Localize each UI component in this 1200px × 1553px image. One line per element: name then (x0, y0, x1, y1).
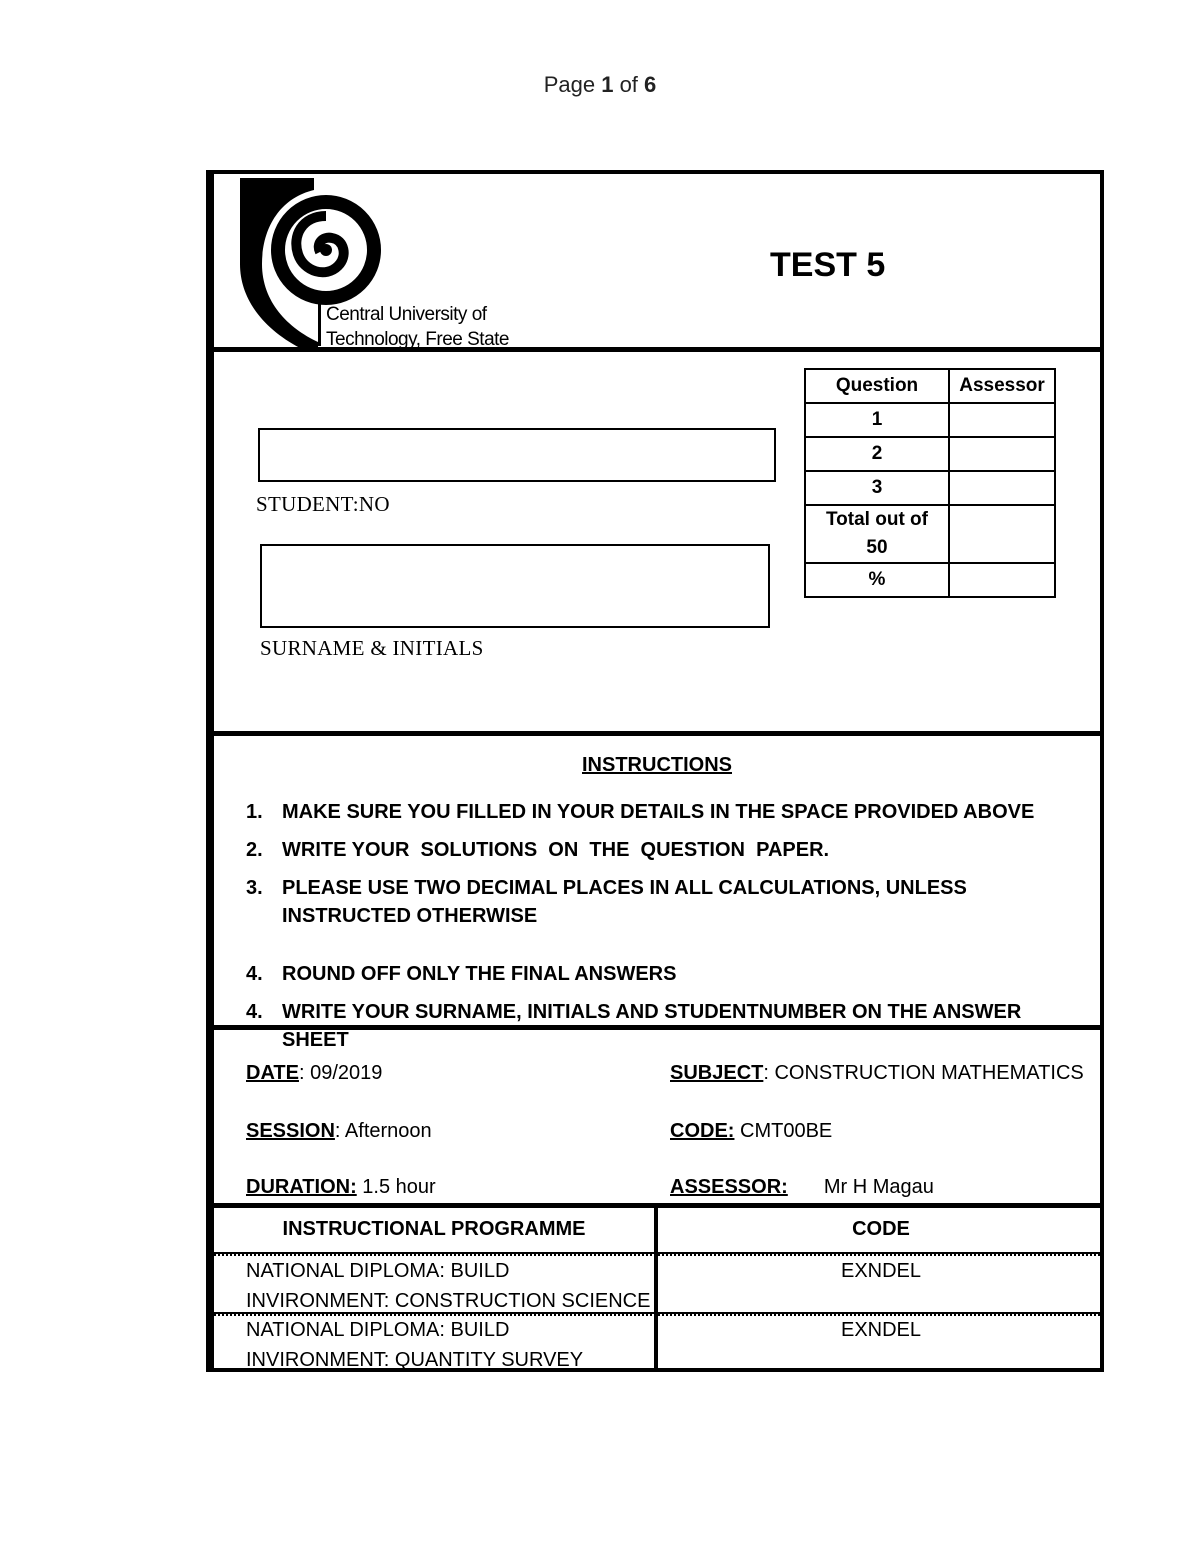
subject-key: SUBJECT (670, 1062, 764, 1084)
score-table (804, 368, 1056, 598)
total-label-line1: Total out of (825, 509, 928, 530)
programme-header: INSTRUCTIONAL PROGRAMME (282, 1218, 586, 1240)
page-number-header (0, 72, 1200, 98)
instruction-number: 2. (246, 839, 263, 861)
instruction-item (246, 960, 1086, 988)
subject-value: : CONSTRUCTION MATHEMATICS (763, 1062, 1084, 1084)
programme-name-line2: INVIRONMENT: CONSTRUCTION SCIENCE (246, 1290, 651, 1312)
duration-key: DURATION: (246, 1176, 357, 1198)
code-value: CMT00BE (734, 1120, 833, 1142)
session-key: SESSION (246, 1120, 335, 1142)
programme-name-line2: INVIRONMENT: QUANTITY SURVEY (246, 1349, 584, 1371)
code-info (670, 1120, 832, 1143)
programme-code: EXNDEL (840, 1260, 922, 1282)
instruction-number: 1. (246, 801, 263, 823)
duration-value: 1.5 hour (356, 1176, 436, 1198)
instruction-text: WRITE YOUR SOLUTIONS ON THE QUESTION PAPER. (282, 839, 830, 861)
duration-info (246, 1176, 436, 1199)
instruction-number: 4. (246, 963, 263, 985)
logo-divider (318, 302, 321, 346)
question-number: 3 (805, 471, 949, 505)
page-current: 1 (601, 72, 614, 97)
table-row (805, 563, 1055, 597)
header-section (214, 174, 1100, 352)
total-label (805, 505, 949, 563)
assessor-cell[interactable] (949, 403, 1055, 437)
table-row (805, 505, 1055, 563)
instruction-number: 4. (246, 1001, 263, 1023)
student-number-label: STUDENT:NO (256, 492, 390, 516)
assessor-cell[interactable] (949, 471, 1055, 505)
percent-cell[interactable] (949, 563, 1055, 597)
total-cell[interactable] (949, 505, 1055, 563)
subject-info (670, 1062, 1084, 1085)
programme-code: EXNDEL (840, 1319, 922, 1341)
university-name-line1: Central University of (326, 304, 487, 325)
programme-name-line1: NATIONAL DIPLOMA: BUILD (246, 1260, 510, 1282)
total-label-line2: 50 (866, 537, 888, 558)
test-title: TEST 5 (770, 246, 886, 284)
exam-info-section (214, 1030, 1100, 1208)
student-details-section (214, 352, 1100, 736)
page-total: 6 (644, 72, 657, 97)
test-cover-frame (206, 170, 1104, 1372)
assessor-header: Assessor (949, 369, 1055, 403)
session-value: : Afternoon (334, 1120, 432, 1142)
date-info (246, 1062, 382, 1085)
table-row (805, 403, 1055, 437)
question-number: 1 (805, 403, 949, 437)
instruction-text: WRITE YOUR SURNAME, INITIALS AND STUDENTNUMBER ON THE ANSWER SHEET (282, 1001, 1022, 1051)
instructions-section (214, 736, 1100, 1051)
assessor-key: ASSESSOR: (670, 1176, 788, 1198)
score-table-header (805, 369, 1055, 403)
question-header: Question (805, 369, 949, 403)
instructions-title: INSTRUCTIONS (582, 754, 732, 776)
student-number-input[interactable] (258, 428, 776, 482)
surname-initials-label: SURNAME & INITIALS (260, 636, 484, 660)
programme-table (214, 1208, 1100, 1371)
assessor-cell[interactable] (949, 437, 1055, 471)
percent-label: % (805, 563, 949, 597)
university-name (326, 302, 509, 352)
session-info (246, 1120, 432, 1143)
programme-name (246, 1315, 583, 1375)
instruction-text: PLEASE USE TWO DECIMAL PLACES IN ALL CALCULATIONS, UNLESS INSTRUCTED OTHERWISE (282, 877, 967, 927)
instruction-text: MAKE SURE YOU FILLED IN YOUR DETAILS IN THE SPACE PROVIDED ABOVE (282, 801, 1035, 823)
code-header: CODE (852, 1218, 910, 1240)
programme-name-line1: NATIONAL DIPLOMA: BUILD (246, 1319, 510, 1341)
programme-name (246, 1256, 650, 1316)
page-label: Page (543, 72, 602, 97)
instruction-item (246, 798, 1086, 826)
question-number: 2 (805, 437, 949, 471)
page-of: of (613, 72, 645, 97)
surname-initials-input[interactable] (260, 544, 770, 628)
instruction-text: ROUND OFF ONLY THE FINAL ANSWERS (282, 963, 677, 985)
table-row (805, 471, 1055, 505)
university-name-line2: Technology, Free State (326, 329, 509, 350)
instruction-item (246, 874, 1086, 930)
assessor-info (670, 1176, 934, 1199)
instruction-number: 3. (246, 877, 263, 899)
assessor-value: Mr H Magau (823, 1176, 934, 1198)
instruction-item (246, 836, 1086, 864)
date-key: DATE (246, 1062, 299, 1084)
code-key: CODE: (670, 1120, 735, 1142)
table-row (805, 437, 1055, 471)
date-value: : 09/2019 (298, 1062, 383, 1084)
